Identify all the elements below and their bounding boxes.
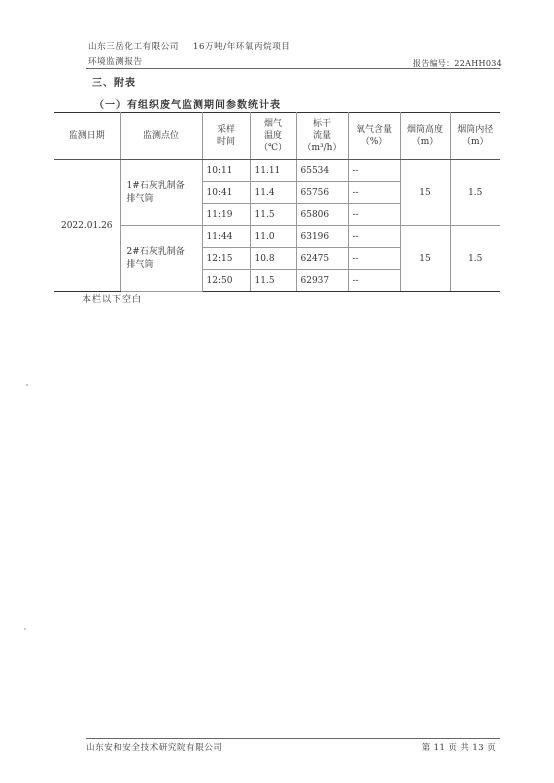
scan-speck [26, 384, 28, 386]
header-company: 山东三岳化工有限公司 [88, 42, 180, 52]
cell-time: 11:19 [202, 204, 250, 226]
cell-time: 10:11 [202, 160, 250, 182]
cell-stack-diameter: 1.5 [450, 160, 500, 226]
col-header-date: 监测日期 [54, 113, 120, 160]
header-project: 16万吨/年环氧丙烷项目 [193, 42, 291, 52]
cell-point: 1#石灰乳制备 排气筒 [120, 160, 202, 226]
col-header-stack-height: 烟筒高度 （m） [400, 113, 450, 160]
footer-rule [86, 738, 500, 739]
col-header-flow: 标干 流量 （m³/h） [296, 113, 348, 160]
table-title: （一）有组织废气监测期间参数统计表 [94, 100, 281, 111]
cell-temp: 11.5 [250, 270, 296, 292]
cell-oxygen: -- [348, 182, 400, 204]
cell-temp: 11.4 [250, 182, 296, 204]
cell-flow: 65806 [296, 204, 348, 226]
cell-oxygen: -- [348, 248, 400, 270]
cell-temp: 11.5 [250, 204, 296, 226]
header-rule [86, 68, 500, 69]
col-header-time: 采样 时间 [202, 113, 250, 160]
cell-temp: 11.11 [250, 160, 296, 182]
cell-stack-diameter: 1.5 [450, 226, 500, 292]
table-row [54, 160, 500, 182]
cell-time: 12:50 [202, 270, 250, 292]
col-header-stack-diameter: 烟筒内径 （m） [450, 113, 500, 160]
cell-time: 11:44 [202, 226, 250, 248]
cell-date: 2022.01.26 [54, 160, 120, 292]
cell-flow: 62937 [296, 270, 348, 292]
col-header-point: 监测点位 [120, 113, 202, 160]
cell-flow: 62475 [296, 248, 348, 270]
cell-flow: 63196 [296, 226, 348, 248]
cell-time: 10:41 [202, 182, 250, 204]
table-row [54, 226, 500, 248]
header-report-number: 报告编号：22AHH034 [412, 59, 502, 68]
cell-flow: 65756 [296, 182, 348, 204]
blank-below-note: 本栏以下空白 [82, 295, 143, 305]
cell-oxygen: -- [348, 226, 400, 248]
cell-point: 2#石灰乳制备 排气筒 [120, 226, 202, 292]
cell-stack-height: 15 [400, 226, 450, 292]
col-header-oxygen: 氧气含量 （%） [348, 113, 400, 160]
table-header-row [54, 113, 500, 160]
scan-speck [24, 628, 26, 630]
footer-page-number: 第 11 页 共 13 页 [421, 743, 496, 753]
header-line [88, 40, 290, 52]
section-heading: 三、附表 [92, 78, 136, 89]
cell-oxygen: -- [348, 160, 400, 182]
cell-oxygen: -- [348, 270, 400, 292]
header-report-type: 环境监测报告 [88, 57, 143, 67]
cell-time: 12:15 [202, 248, 250, 270]
cell-stack-height: 15 [400, 160, 450, 226]
cell-temp: 11.0 [250, 226, 296, 248]
footer-organization: 山东安和安全技术研究院有限公司 [86, 743, 223, 753]
cell-oxygen: -- [348, 204, 400, 226]
col-header-temp: 烟气 温度 （℃） [250, 113, 296, 160]
cell-temp: 10.8 [250, 248, 296, 270]
cell-flow: 65534 [296, 160, 348, 182]
parameter-table [54, 112, 500, 292]
